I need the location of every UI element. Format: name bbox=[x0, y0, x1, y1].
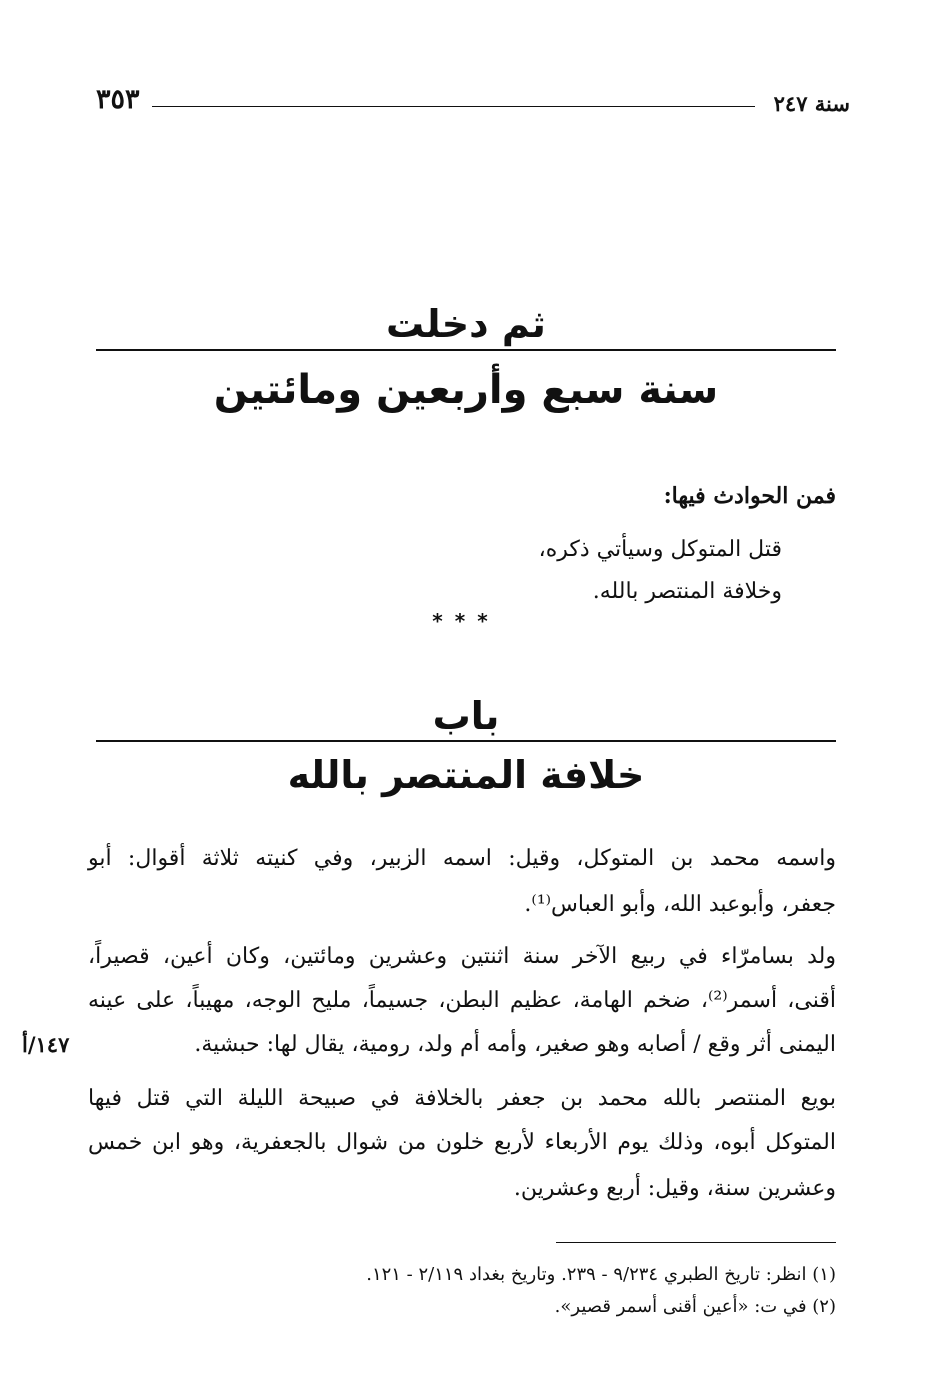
footnote: (١) انظر: تاريخ الطبري ٩/٢٣٤ - ٢٣٩. وتاريخ بغداد ٢/١١٩ - ١٢١. bbox=[366, 1264, 836, 1285]
body-line: اليمنى أثر وقع / أصابه وهو صغير، وأمه أم ولد، رومية، يقال لها: حبشية. bbox=[194, 1032, 836, 1057]
body-line: بويع المنتصر بالله محمد بن جعفر بالخلافة في صبيحة الليلة التي قتل فيها bbox=[88, 1086, 836, 1111]
section-rule bbox=[96, 740, 836, 742]
body-line: المتوكل أبوه، وذلك يوم الأربعاء لأربع خلون من شوال بالجعفرية، وهو ابن خمس bbox=[88, 1130, 836, 1155]
running-title: سنة ٢٤٧ bbox=[773, 91, 850, 116]
footnote: (٢) في ت: «أعين أقنى أسمر قصير». bbox=[554, 1296, 836, 1317]
event-item: وخلافة المنتصر بالله. bbox=[592, 579, 782, 604]
body-line: وعشرين سنة، وقيل: أربع وعشرين. bbox=[513, 1176, 836, 1201]
year-heading-line2: سنة سبع وأربعين ومائتين bbox=[213, 367, 719, 413]
section-label: باب bbox=[432, 694, 500, 738]
body-line: جعفر، وأبوعبد الله، وأبو العباس⁽¹⁾. bbox=[524, 892, 836, 917]
body-line: واسمه محمد بن المتوكل، وقيل: اسمه الزبير، وفي كنيته ثلاثة أقوال: أبو bbox=[88, 846, 836, 871]
stars-separator: *** bbox=[432, 609, 500, 633]
year-heading-line1: ثم دخلت bbox=[386, 302, 546, 346]
page-number: ٣٥٣ bbox=[96, 84, 140, 115]
body-line: أقنى، أسمر⁽²⁾، ضخم الهامة، عظيم البطن، جسيماً، مليح الوجه، مهيباً، على عينه bbox=[88, 988, 836, 1013]
heading-rule bbox=[96, 349, 836, 351]
margin-note: ١٤٧/أ bbox=[22, 1032, 70, 1057]
header-rule bbox=[152, 106, 755, 107]
event-item: قتل المتوكل وسيأتي ذكره، bbox=[538, 537, 782, 562]
events-intro: فمن الحوادث فيها: bbox=[663, 483, 836, 509]
section-title: خلافة المنتصر بالله bbox=[287, 753, 645, 797]
body-line: ولد بسامرّاء في ربيع الآخر سنة اثنتين وعشرين ومائتين، وكان أعين، قصيراً، bbox=[88, 944, 836, 969]
footnote-rule bbox=[556, 1242, 836, 1243]
